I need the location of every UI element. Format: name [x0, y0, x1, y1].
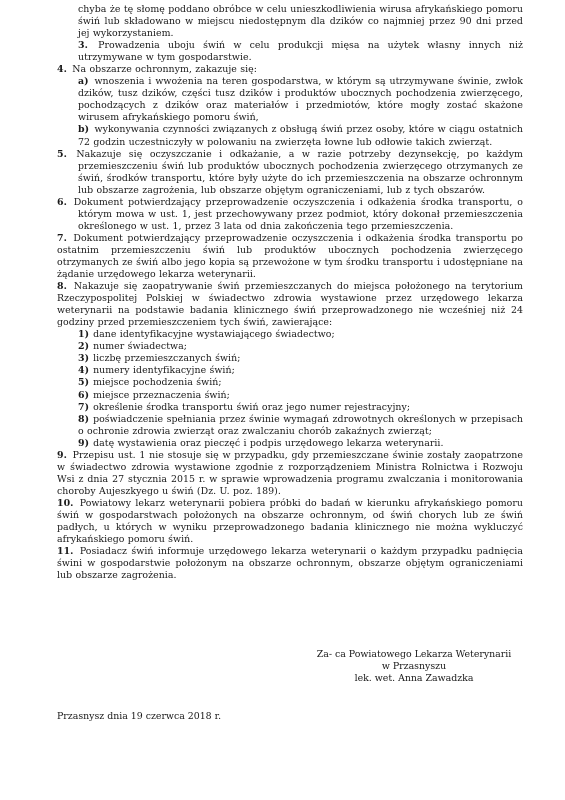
list-number: 3)	[78, 353, 90, 365]
certificate-item-1	[57, 329, 523, 341]
certificate-item-2	[57, 341, 523, 353]
item-text: Nakazuje się zaopatrywanie świń przemieszczanych do miejsca położonego na terytorium Rzeczypospolitej Polskiej w świadectwo zdrowia wystawione przez urzędowego lekarza weterynarii na podstawie badania klinicznego świń przeprowadzonego nie wcześniej niż 24 godziny przed przemieszczeniem tych świń, zawierające:	[57, 281, 523, 329]
item-number: 5.	[57, 148, 67, 160]
item-number: 6.	[57, 196, 67, 208]
list-text: poświadczenie spełniania przez świnie wymagań zdrowotnych określonych w przepisach o ochronie zdrowia zwierząt oraz zwalczaniu chorób zakaźnych zwierząt;	[78, 413, 523, 437]
list-number: 8)	[78, 413, 90, 425]
item-number: 11.	[57, 546, 74, 558]
item-number: 3.	[78, 40, 88, 52]
item-text: Prowadzenia uboju świń w celu produkcji mięsa na użytek własny innych niż utrzymywane w tym gospodarstwie.	[78, 40, 523, 64]
list-text: miejsce pochodzenia świń;	[93, 377, 222, 389]
item-4	[57, 64, 523, 76]
list-number: 6)	[78, 389, 90, 401]
signature-block	[314, 649, 514, 686]
list-number: 4)	[78, 365, 90, 377]
item-text: Nakazuje się oczyszczanie i odkażanie, a w razie potrzeby dezynsekcję, po każdym przemieszczeniu świń lub produktów ubocznych pochodzenia zwierzęcego otrzymanych ze świń, środków transportu, które były użyte do ich przemieszczenia na obszarze ochronnym lub obszarze zagrożenia, lub obszarze objętym ograniczeniami, lub z tych obszarów.	[76, 148, 523, 196]
certificate-item-5	[57, 377, 523, 389]
item-11	[57, 546, 523, 582]
certificate-item-8	[57, 414, 523, 438]
item-number: 10.	[57, 497, 74, 509]
list-number: 1)	[78, 329, 90, 341]
item-8	[57, 281, 523, 329]
item-number: 4.	[57, 64, 67, 76]
list-number: 9)	[78, 437, 90, 449]
item-letter: b)	[78, 124, 90, 136]
list-number: 2)	[78, 341, 90, 353]
item-text: Dokument potwierdzający przeprowadzenie oczyszczenia i odkażenia środka transportu po ostatnim przemieszczeniu świń lub produktów ubocznych pochodzenia zwierzęcego otrzymanych ze świń albo jego kopia są przewożone w tym środku transportu i udostępniane na żądanie urzędowego lekarza weterynarii.	[57, 232, 523, 281]
item-number: 7.	[57, 232, 67, 244]
certificate-item-9	[57, 438, 523, 450]
item-letter: a)	[78, 76, 89, 88]
list-text: określenie środka transportu świń oraz jego numer rejestracyjny;	[93, 401, 411, 413]
list-text: numer świadectwa;	[93, 341, 187, 353]
item-4a	[57, 76, 523, 124]
signature-location: w Przasnyszu	[381, 661, 447, 673]
item-text: Na obszarze ochronnym, zakazuje się:	[72, 64, 257, 76]
list-text: miejsce przeznaczenia świń;	[93, 389, 230, 401]
item-text: wnoszenia i wwożenia na teren gospodarstwa, w którym są utrzymywane świnie, zwłok dzików, tusz dzików, części tusz dzików i produktów ubocznych pochodzenia zwierzęcego, pochodzących z dzików oraz materiałów i przedmiotów, które mogły zostać skażone wirusem afrykańskiego pomoru świń,	[78, 76, 523, 124]
certificate-item-4	[57, 365, 523, 377]
signature-name: lek. wet. Anna Zawadzka	[354, 673, 474, 685]
list-text: dane identyfikacyjne wystawiającego świadectwo;	[93, 329, 335, 341]
item-10	[57, 498, 523, 546]
list-number: 7)	[78, 401, 90, 413]
list-text: datę wystawienia oraz pieczęć i podpis urzędowego lekarza weterynarii.	[93, 437, 444, 449]
item-4b	[57, 124, 523, 148]
list-text: liczbę przemieszczanych świń;	[93, 353, 241, 365]
list-text: numery identyfikacyjne świń;	[93, 365, 235, 377]
item-9	[57, 450, 523, 498]
item-text: Dokument potwierdzający przeprowadzenie oczyszczenia i odkażenia środka transportu, o którym mowa w ust. 1, jest przechowywany przez podmiot, który dokonał przemieszczenia określonego w ust. 1, przez 3 lata od dnia zakończenia tego przemieszczenia.	[73, 196, 523, 232]
signature-title: Za- ca Powiatowego Lekarza Weterynarii	[316, 649, 512, 660]
paragraph-continuation: chyba że tę słomę poddano obróbce w celu unieszkodliwienia wirusa afrykańskiego pomoru świń lub składowano w miejscu niedostępnym dla dzików co najmniej przez 90 dni przed jej wykorzystaniem.	[78, 4, 523, 40]
item-text: Posiadacz świń informuje urzędowego lekarza weterynarii o każdym przypadku padnięcia świni w gospodarstwie położonym na obszarze ochronnym, obszarze objętym ograniczeniami lub obszarze zagrożenia.	[57, 546, 523, 582]
item-text: wykonywania czynności związanych z obsługą świń przez osoby, które w ciągu ostatnich 72 godzin uczestniczyły w polowaniu na zwierzęta łowne lub odłowie takich zwierząt.	[78, 124, 523, 148]
item-text: Przepisu ust. 1 nie stosuje się w przypadku, gdy przemieszczane świnie zostały zaopatrzone w świadectwo zdrowia wystawione zgodnie z rozporządzeniem Ministra Rolnictwa i Rozwoju Wsi z dnia 27 stycznia 2015 r. w sprawie wprowadzenia programu zwalczania i monitorowania choroby Aujeszkyego u świń (Dz. U. poz. 189).	[57, 449, 523, 497]
item-7	[57, 233, 523, 281]
item-number: 8.	[57, 281, 67, 293]
item-5	[57, 149, 523, 197]
place-date: Przasnysz dnia 19 czerwca 2018 r.	[57, 711, 222, 722]
document-body	[57, 4, 523, 582]
list-number: 5)	[78, 377, 90, 389]
certificate-item-6	[57, 390, 523, 402]
certificate-item-7	[57, 402, 523, 414]
item-number: 9.	[57, 449, 67, 461]
item-3	[57, 40, 523, 64]
certificate-item-3	[57, 353, 523, 365]
item-6	[57, 197, 523, 233]
item-text: Powiatowy lekarz weterynarii pobiera próbki do badań w kierunku afrykańskiego pomoru świń w gospodarstwach położonych na obszarze ochronnym, od świń chorych lub ze świń padłych, u których w wyniku przeprowadzonego badania klinicznego nie można wykluczyć afrykańskiego pomoru świń.	[57, 497, 523, 546]
